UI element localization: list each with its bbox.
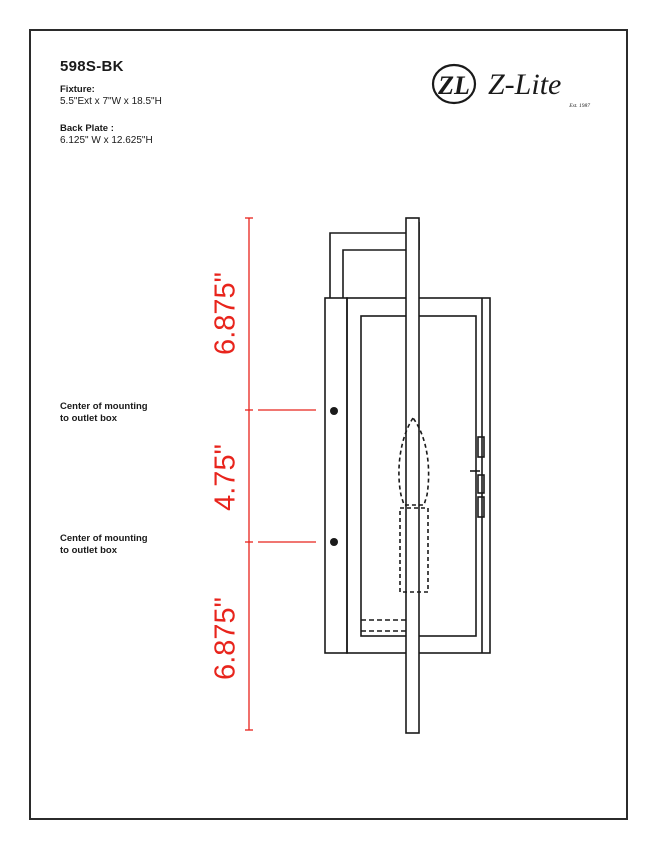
dimension-middle: 4.75": [209, 444, 242, 511]
hinge-bottom: [478, 497, 484, 517]
fixture-value: 5.5"Ext x 7"W x 18.5"H: [60, 96, 162, 107]
center-bar: [406, 218, 419, 733]
dimension-line: [245, 218, 316, 730]
hinge-top: [478, 437, 484, 457]
mounting-note-upper-line1: Center of mounting: [60, 401, 148, 412]
fixture-outline: [325, 218, 490, 733]
back-plate: [325, 298, 347, 653]
dimension-top: 6.875": [209, 272, 242, 355]
hinge-middle: [478, 475, 484, 493]
mounting-screw-lower: [330, 538, 338, 546]
fixture-label: Fixture:: [60, 84, 95, 95]
back-plate-label: Back Plate :: [60, 123, 114, 134]
dimension-bottom: 6.875": [209, 597, 242, 680]
mounting-note-lower-line2: to outlet box: [60, 545, 117, 556]
mounting-note-lower-line1: Center of mounting: [60, 533, 148, 544]
model-number: 598S-BK: [60, 58, 124, 75]
brand-established: Est. 1987: [569, 103, 590, 109]
brand-monogram: ZL: [438, 71, 470, 100]
mounting-screw-upper: [330, 407, 338, 415]
back-plate-value: 6.125" W x 12.625"H: [60, 135, 153, 146]
brand-name: Z-Lite: [488, 68, 562, 101]
mounting-note-upper-line2: to outlet box: [60, 413, 117, 424]
